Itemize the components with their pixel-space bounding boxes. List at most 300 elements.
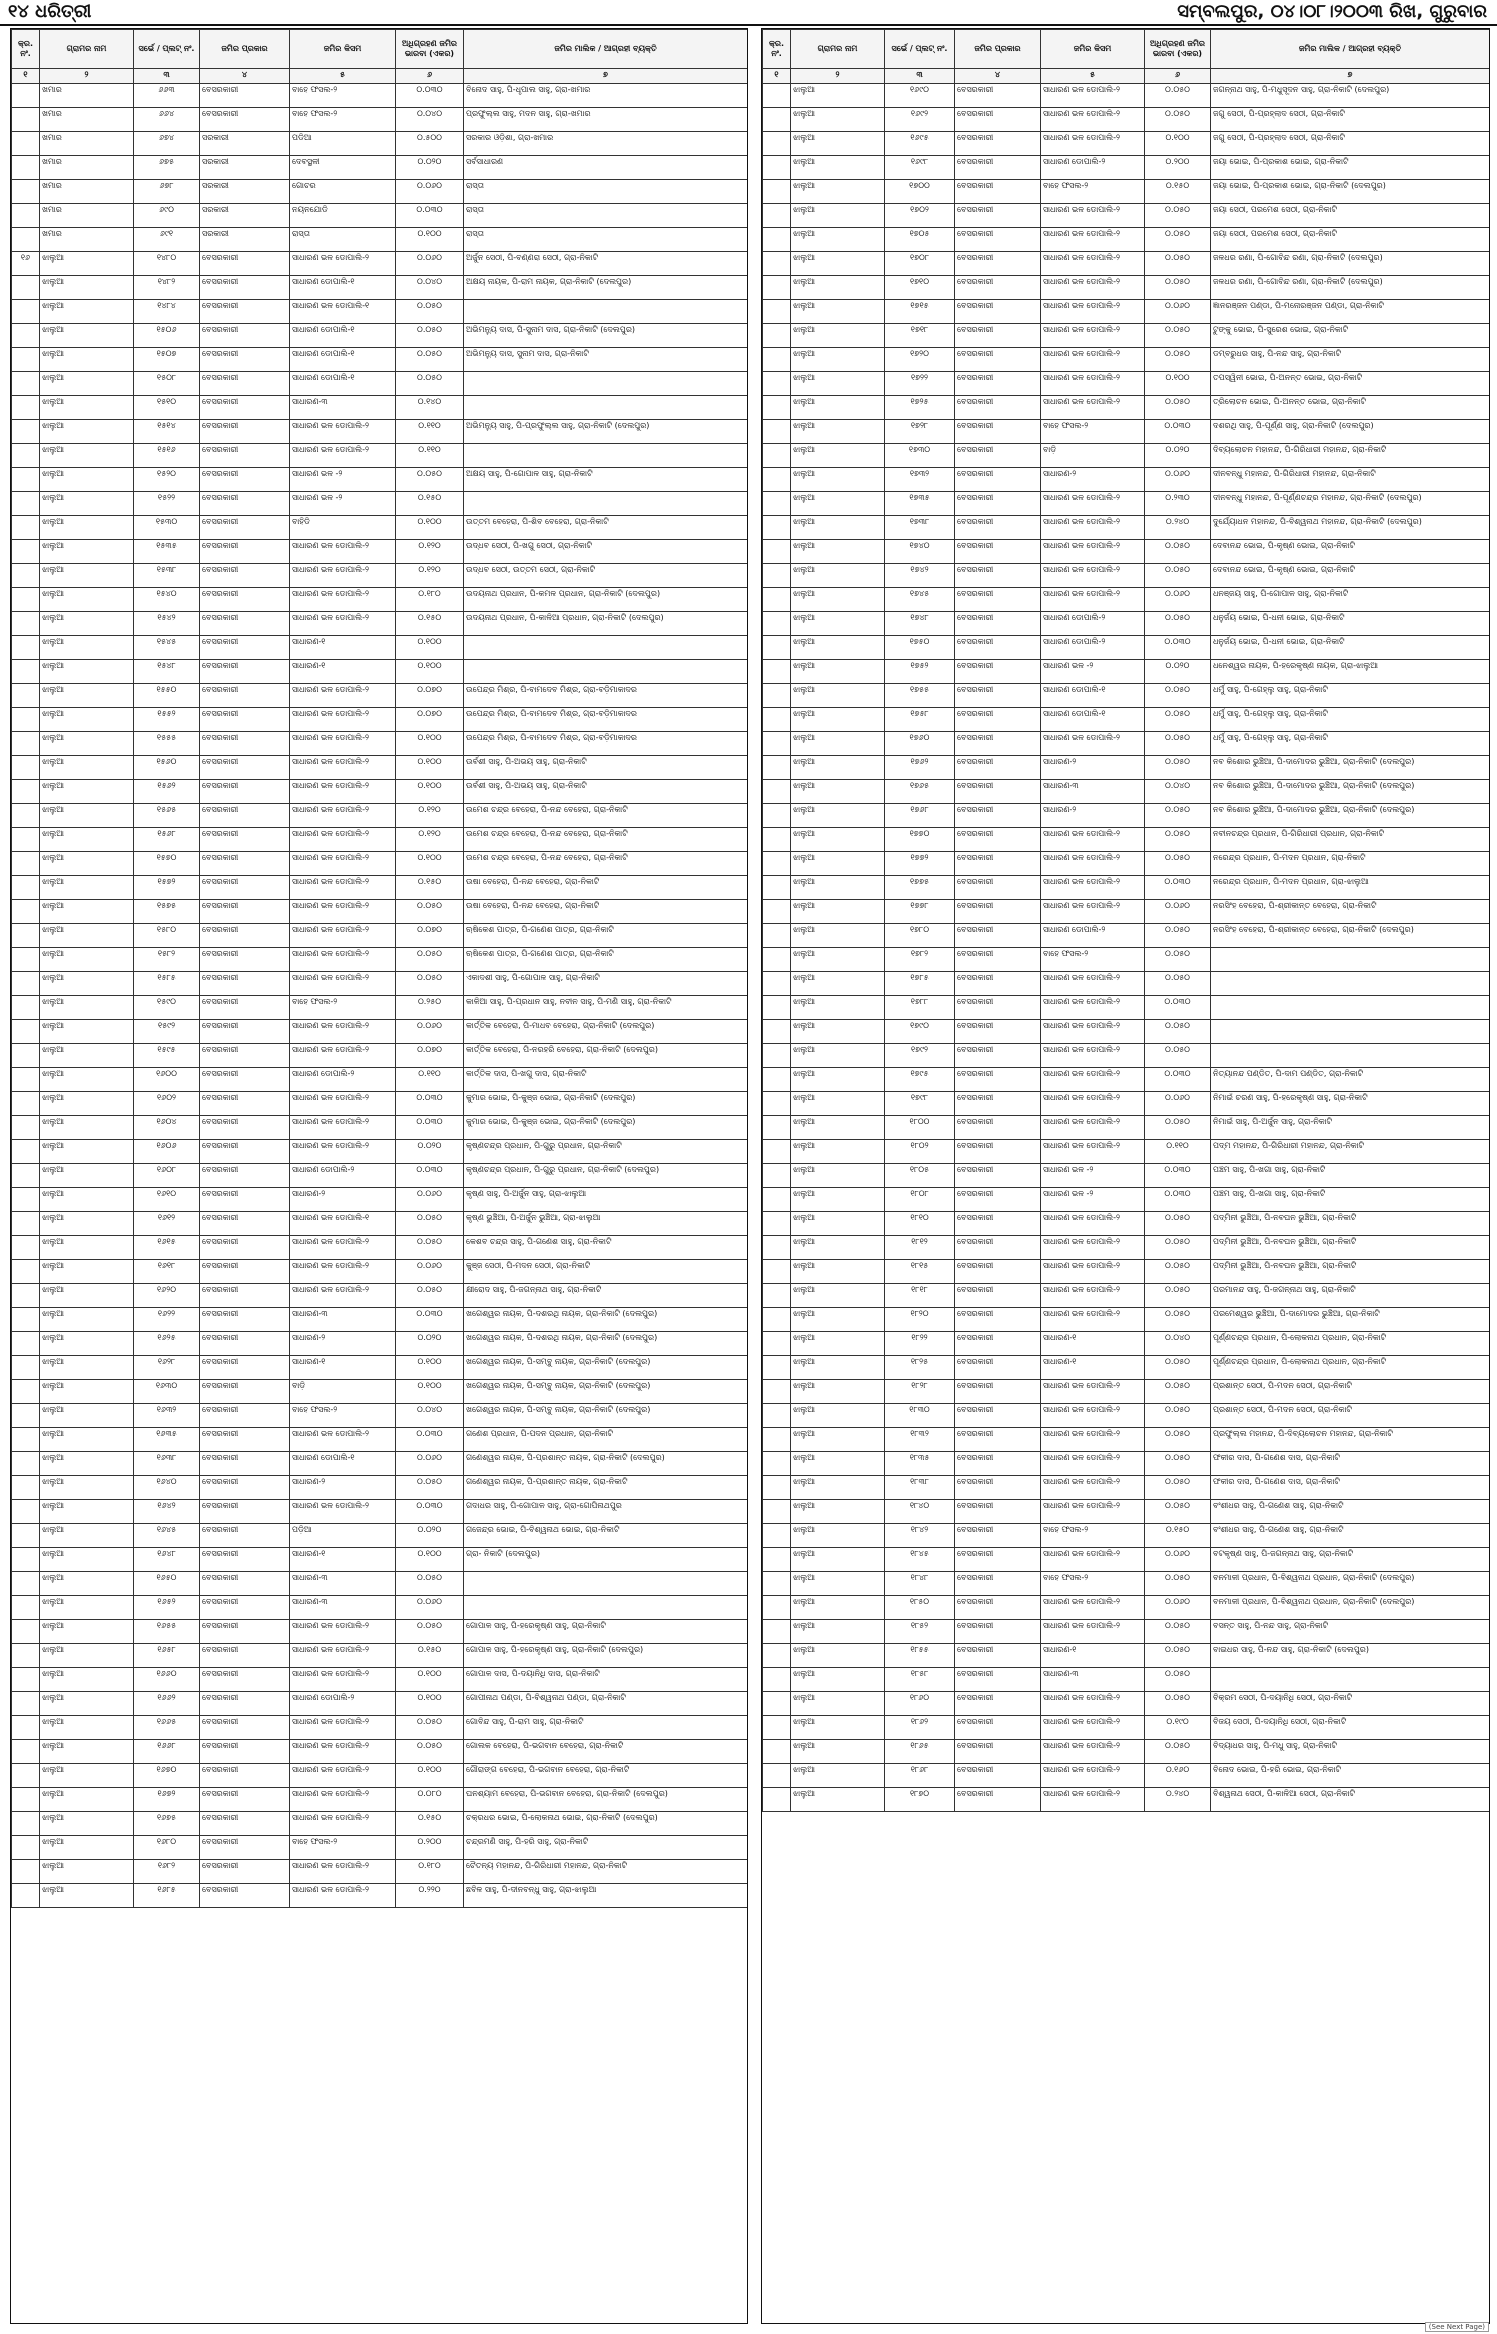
land-type-cell: ସରକାରୀ [200, 132, 290, 156]
column-number: ୧ [763, 69, 791, 84]
serial-cell [763, 492, 791, 516]
land-class-cell: ସାଧାରଣ ଭଳ ଡୋପାଲି-୨ [1041, 1068, 1145, 1092]
owner-cell: ନରେନ୍ଦ୍ର ପ୍ରଧାନ, ପି-ମଦନ ପ୍ରଧାନ, ଗ୍ରା-ନିକାଟି [1211, 852, 1490, 876]
owner-cell [1211, 948, 1490, 972]
land-type-cell: ବେସରକାରୀ [955, 1764, 1041, 1788]
land-type-cell: ବେସରକାରୀ [955, 1164, 1041, 1188]
column-header: ଜମିର ପ୍ରକାର [200, 30, 290, 69]
land-type-cell: ବେସରକାରୀ [955, 1740, 1041, 1764]
land-type-cell: ବେସରକାରୀ [955, 276, 1041, 300]
serial-cell [12, 1476, 40, 1500]
serial-cell [12, 1620, 40, 1644]
land-type-cell: ବେସରକାରୀ [200, 300, 290, 324]
owner-cell: ଗୋପାଳ ସାହୁ, ପି-ହରେକୃଷ୍ଣ ସାହୁ, ଗ୍ରା-ନିକାଟି [464, 1620, 748, 1644]
village-cell: ଝାଲୁଆ [791, 1740, 885, 1764]
land-type-cell: ବେସରକାରୀ [200, 1164, 290, 1188]
village-cell: ଝାଲୁଆ [791, 1404, 885, 1428]
owner-cell [1211, 996, 1490, 1020]
plot-number-cell: ୧୭୮୫ [885, 972, 955, 996]
serial-cell [763, 1020, 791, 1044]
village-cell: ଝାଲୁଆ [791, 1716, 885, 1740]
area-acre-cell: ୦.୦୫୦ [1145, 972, 1211, 996]
village-cell: ଖମାର [40, 108, 134, 132]
village-cell: ଝାଲୁଆ [40, 1572, 134, 1596]
area-acre-cell: ୦.୧୫୦ [396, 876, 464, 900]
area-acre-cell: ୦.୧୧୦ [396, 444, 464, 468]
owner-cell: ଗ୍ରା- ନିକାଟି (ଦେଲପୁର) [464, 1548, 748, 1572]
land-class-cell: ସାଧାରଣ ଭଳ ଡୋପାଲି-୨ [1041, 732, 1145, 756]
table-row [763, 1644, 1490, 1668]
land-class-cell: ସାଧାରଣ-୩ [290, 396, 396, 420]
land-type-cell: ବେସରକାରୀ [200, 1740, 290, 1764]
owner-cell: ଡମ୍ବରୁଧର ସାହୁ, ପି-ନନ୍ଦ ସାହୁ, ଗ୍ରା-ନିକାଟି [1211, 348, 1490, 372]
serial-cell [763, 900, 791, 924]
village-cell: ଝାଲୁଆ [40, 780, 134, 804]
plot-number-cell: ୧୬୬୨ [134, 1692, 200, 1716]
plot-number-cell: ୧୮୨୨ [885, 1332, 955, 1356]
table-row [763, 1092, 1490, 1116]
village-cell: ଝାଲୁଆ [791, 1620, 885, 1644]
area-acre-cell: ୦.୧୫୦ [396, 492, 464, 516]
village-cell: ଝାଲୁଆ [40, 708, 134, 732]
table-row [12, 1404, 748, 1428]
area-acre-cell: ୦.୦୫୦ [396, 1620, 464, 1644]
serial-cell [12, 324, 40, 348]
area-acre-cell: ୦.୦୫୦ [1145, 396, 1211, 420]
plot-number-cell: ୧୫୪୫ [134, 636, 200, 660]
owner-cell: ଗୌରାଙ୍ଗ ବେହେରା, ପି-ଭଗବାନ ବେହେରା, ଗ୍ରା-ନିକାଟି [464, 1764, 748, 1788]
table-row [763, 1620, 1490, 1644]
area-acre-cell: ୦.୦୩୦ [396, 1116, 464, 1140]
land-class-cell: ସାଧାରଣ ଭଳ -୨ [290, 492, 396, 516]
serial-cell [12, 1188, 40, 1212]
area-acre-cell: ୦.୦୬୦ [1145, 300, 1211, 324]
land-class-cell: ସାଧାରଣ ଭଳ ଡୋପାଲି-୨ [290, 684, 396, 708]
area-acre-cell: ୦.୧୦୦ [1145, 372, 1211, 396]
land-class-cell: ସାଧାରଣ ଭଳ ଡୋପାଲି-୨ [290, 1020, 396, 1044]
village-cell: ଝାଲୁଆ [40, 684, 134, 708]
area-acre-cell: ୦.୧୦୦ [396, 1668, 464, 1692]
area-acre-cell: ୦.୧୨୦ [396, 540, 464, 564]
owner-cell: ରାସ୍ତା [464, 204, 748, 228]
serial-cell [763, 564, 791, 588]
table-row [12, 1692, 748, 1716]
land-type-cell: ବେସରକାରୀ [955, 1260, 1041, 1284]
land-type-cell: ବେସରକାରୀ [955, 828, 1041, 852]
land-class-cell: ସାଧାରଣ ଡୋପାଲି-୨ [1041, 924, 1145, 948]
village-cell: ଖମାର [40, 204, 134, 228]
table-row [12, 1164, 748, 1188]
table-row [763, 1428, 1490, 1452]
table-row [763, 1716, 1490, 1740]
land-class-cell: ସାଧାରଣ ଡୋପାଲି-୨ [1041, 612, 1145, 636]
area-acre-cell: ୦.୦୫୦ [1145, 1452, 1211, 1476]
plot-number-cell: ୧୬୬୫ [134, 1716, 200, 1740]
plot-number-cell: ୧୮୦୨ [885, 1140, 955, 1164]
table-row [12, 732, 748, 756]
table-row [763, 492, 1490, 516]
owner-cell: ପୂର୍ଣ୍ଣଚନ୍ଦ୍ର ପ୍ରଧାନ, ପି-ଲୋକନାଥ ପ୍ରଧାନ, ଗ୍ରା-ନିକାଟି [1211, 1356, 1490, 1380]
area-acre-cell: ୦.୦୨୦ [1145, 660, 1211, 684]
table-row [763, 1140, 1490, 1164]
table-row [12, 1092, 748, 1116]
area-acre-cell: ୦.୦୬୦ [396, 1596, 464, 1620]
owner-cell: ଦୁର୍ଯ୍ୟୋଧନ ମହାନନ୍ଦ, ପି-ବିଶ୍ୱନାଥ ମହାନନ୍ଦ, ଗ୍ରା-ନିକାଟି (ଦେଲପୁର) [1211, 516, 1490, 540]
village-cell: ଝାଲୁଆ [791, 108, 885, 132]
land-type-cell: ବେସରକାରୀ [955, 156, 1041, 180]
table-row [12, 780, 748, 804]
area-acre-cell: ୦.୦୫୦ [1145, 828, 1211, 852]
land-class-cell: ସାଧାରଣ-୩ [1041, 780, 1145, 804]
village-cell: ଝାଲୁଆ [791, 1140, 885, 1164]
serial-cell [12, 468, 40, 492]
owner-cell: କୁମାର ଭୋଇ, ପି-କୁଞ୍ଜ ଭୋଇ, ଗ୍ରା-ନିକାଟି (ଦେଲପୁର) [464, 1092, 748, 1116]
area-acre-cell: ୦.୦୫୦ [1145, 108, 1211, 132]
land-type-cell: ବେସରକାରୀ [200, 468, 290, 492]
village-cell: ଝାଲୁଆ [791, 828, 885, 852]
area-acre-cell: ୦.୧୦୦ [1145, 132, 1211, 156]
land-class-cell: ସାଧାରଣ ଭଳ ଡୋପାଲି-୨ [1041, 492, 1145, 516]
land-type-cell: ବେସରକାରୀ [955, 1308, 1041, 1332]
land-class-cell: ସାଧାରଣ ଡୋପାଲି-୧ [290, 324, 396, 348]
table-row [12, 1332, 748, 1356]
table-row [12, 588, 748, 612]
village-cell: ଝାଲୁଆ [791, 1572, 885, 1596]
table-row [12, 1548, 748, 1572]
area-acre-cell: ୦.୧୮୦ [396, 588, 464, 612]
owner-cell: ଘନଶ୍ୟାମ ବେହେରା, ପି-ଭଗବାନ ବେହେରା, ଗ୍ରା-ନିକାଟି (ଦେଲପୁର) [464, 1788, 748, 1812]
owner-cell: ନରସିଂହ ବେହେରା, ପି-ଶ୍ରୀକାନ୍ତ ବେହେରା, ଗ୍ରା-ନିକାଟି (ଦେଲପୁର) [1211, 924, 1490, 948]
table-row [763, 1164, 1490, 1188]
land-type-cell: ବେସରକାରୀ [955, 972, 1041, 996]
table-row [763, 1308, 1490, 1332]
land-class-cell: ବାହେ ଫସଲ-୨ [1041, 948, 1145, 972]
land-type-cell: ବେସରକାରୀ [955, 588, 1041, 612]
land-type-cell: ବେସରକାରୀ [955, 1524, 1041, 1548]
serial-cell [12, 972, 40, 996]
owner-cell: ଉମେଶ ଚନ୍ଦ୍ର ବେହେରା, ପି-ନନ୍ଦ ବେହେରା, ଗ୍ରା-ନିକାଟି [464, 828, 748, 852]
plot-number-cell: ୧୭୩୫ [885, 492, 955, 516]
table-row [763, 972, 1490, 996]
land-type-cell: ବେସରକାରୀ [955, 1500, 1041, 1524]
serial-cell [12, 1644, 40, 1668]
village-cell: ଝାଲୁଆ [40, 1236, 134, 1260]
land-class-cell: ସାଧାରଣ ଭଳ ଡୋପାଲି-୨ [290, 1140, 396, 1164]
owner-cell [464, 444, 748, 468]
area-acre-cell: ୦.୦୫୦ [396, 900, 464, 924]
land-class-cell: ସାଧାରଣ ଭଳ ଡୋପାଲି-୨ [1041, 1308, 1145, 1332]
column-number-row [763, 69, 1490, 84]
land-type-cell: ବେସରକାରୀ [955, 324, 1041, 348]
land-class-cell: ବାହିଡି [290, 516, 396, 540]
area-acre-cell: ୦.୧୫୦ [1145, 180, 1211, 204]
land-type-cell: ବେସରକାରୀ [200, 1884, 290, 1908]
owner-cell: ଏକାଦଶୀ ସାହୁ, ପି-ଗୋପାଳ ସାହୁ, ଗ୍ରା-ନିକାଟି [464, 972, 748, 996]
land-class-cell: ସାଧାରଣ ଭଳ ଡୋପାଲି-୨ [290, 1764, 396, 1788]
village-cell: ଝାଲୁଆ [791, 852, 885, 876]
land-type-cell: ବେସରକାରୀ [955, 804, 1041, 828]
serial-cell [763, 1212, 791, 1236]
owner-cell: ନବ କିଶୋର ଭୁଞ୍ଚିଆ, ପି-ଦାମୋଦର ଭୁଞ୍ଚିଆ, ଗ୍ରା-ନିକାଟି (ଦେଲପୁର) [1211, 780, 1490, 804]
area-acre-cell: ୦.୧୧୦ [1145, 1140, 1211, 1164]
land-class-cell: ଦେବସ୍ଥଳୀ [290, 156, 396, 180]
area-acre-cell: ୦.୧୦୦ [396, 756, 464, 780]
serial-cell [763, 540, 791, 564]
land-type-cell: ବେସରକାରୀ [200, 1500, 290, 1524]
plot-number-cell: ୧୫୩୦ [134, 516, 200, 540]
village-cell: ଖମାର [40, 132, 134, 156]
land-type-cell: ବେସରକାରୀ [200, 1476, 290, 1500]
land-class-cell: ସାଧାରଣ ଭଳ ଡୋପାଲି-୨ [1041, 1740, 1145, 1764]
column-number: ୨ [40, 69, 134, 84]
owner-cell: ଚୈତନ୍ୟ ମହାନନ୍ଦ, ପି-ଗିରିଧାରୀ ମହାନନ୍ଦ, ଗ୍ରା-ନିକାଟି [464, 1860, 748, 1884]
plot-number-cell: ୧୫୬୮ [134, 828, 200, 852]
land-class-cell: ସାଧାରଣ ଭଳ ଡୋପାଲି-୨ [290, 804, 396, 828]
table-row [763, 1260, 1490, 1284]
owner-cell: ଜୟା ଭୋଇ, ପି-ପ୍ରକାଶ ଭୋଇ, ଗ୍ରା-ନିକାଟି (ଦେଲପୁର) [1211, 180, 1490, 204]
area-acre-cell: ୦.୦୪୦ [396, 1404, 464, 1428]
land-class-cell: ସାଧାରଣ ଭଳ ଡୋପାଲି-୨ [290, 1092, 396, 1116]
column-number: ୬ [1145, 69, 1211, 84]
table-row [763, 1788, 1490, 1812]
plot-number-cell: ୧୮୪୨ [885, 1524, 955, 1548]
plot-number-cell: ୬୬୩ [134, 84, 200, 108]
table-row [763, 132, 1490, 156]
plot-number-cell: ୧୫୪୦ [134, 588, 200, 612]
village-cell: ଝାଲୁଆ [791, 996, 885, 1020]
owner-cell: ପରମାନନ୍ଦ ସାହୁ, ପି-ଜଗନ୍ନାଥ ସାହୁ, ଗ୍ରା-ନିକାଟି [1211, 1284, 1490, 1308]
table-row [12, 804, 748, 828]
village-cell: ଝାଲୁଆ [791, 708, 885, 732]
land-type-cell: ବେସରକାରୀ [200, 276, 290, 300]
table-row [12, 324, 748, 348]
serial-cell [12, 1308, 40, 1332]
area-acre-cell: ୦.୦୫୦ [1145, 1644, 1211, 1668]
serial-cell [763, 1404, 791, 1428]
land-type-cell: ବେସରକାରୀ [955, 1644, 1041, 1668]
serial-cell [763, 1764, 791, 1788]
see-next-page-note: (See Next Page) [1425, 2322, 1489, 2332]
plot-number-cell: ୧୭୦୦ [885, 180, 955, 204]
owner-cell [464, 396, 748, 420]
village-cell: ଝାଲୁଆ [791, 444, 885, 468]
village-cell: ଝାଲୁଆ [40, 1716, 134, 1740]
column-number: ୨ [791, 69, 885, 84]
village-cell: ଝାଲୁଆ [40, 756, 134, 780]
village-cell: ଝାଲୁଆ [791, 924, 885, 948]
land-type-cell: ବେସରକାରୀ [955, 1716, 1041, 1740]
plot-number-cell: ୧୭୮୮ [885, 996, 955, 1020]
village-cell: ଝାଲୁଆ [40, 1620, 134, 1644]
land-class-cell: ସାଧାରଣ-୧ [290, 660, 396, 684]
plot-number-cell: ୧୫୦୬ [134, 324, 200, 348]
land-class-cell: ପଡିଆ [290, 132, 396, 156]
table-row [763, 180, 1490, 204]
village-cell: ଝାଲୁଆ [40, 1476, 134, 1500]
serial-cell [12, 372, 40, 396]
plot-number-cell: ୧୮୬୦ [885, 1692, 955, 1716]
serial-cell [12, 180, 40, 204]
land-class-cell: ସାଧାରଣ ଭଳ ଡୋପାଲି-୨ [1041, 324, 1145, 348]
owner-cell: ପଦ୍ମିନୀ ଭୁଞ୍ଚିଆ, ପି-ନବଘନ ଭୁଞ୍ଚିଆ, ଗ୍ରା-ନିକାଟି [1211, 1260, 1490, 1284]
land-type-cell: ବେସରକାରୀ [200, 660, 290, 684]
plot-number-cell: ୧୭୧୦ [885, 276, 955, 300]
table-row [12, 1884, 748, 1908]
village-cell: ଝାଲୁଆ [791, 1356, 885, 1380]
owner-cell: ଚନ୍ଦ୍ରମଣି ସାହୁ, ପି-ହରି ସାହୁ, ଗ୍ରା-ନିକାଟି [464, 1836, 748, 1860]
plot-number-cell: ୧୫୮୨ [134, 948, 200, 972]
land-type-cell: ବେସରକାରୀ [955, 780, 1041, 804]
owner-cell: ଜଳଧର ରଣା, ପି-ଗୋବିନ୍ଦ ରଣା, ଗ୍ରା-ନିକାଟି (ଦେଲପୁର) [1211, 252, 1490, 276]
land-type-cell: ବେସରକାରୀ [200, 1404, 290, 1428]
land-class-cell: ସାଧାରଣ ଭଳ ଡୋପାଲି-୨ [290, 708, 396, 732]
plot-number-cell: ୧୬୭୫ [134, 1812, 200, 1836]
serial-cell [12, 1692, 40, 1716]
area-acre-cell: ୦.୦୫୦ [1145, 1668, 1211, 1692]
land-class-cell: ସାଧାରଣ ଭଳ ଡୋପାଲି-୨ [1041, 1260, 1145, 1284]
column-number: ୩ [885, 69, 955, 84]
area-acre-cell: ୦.୧୫୦ [396, 1812, 464, 1836]
land-type-cell: ବେସରକାରୀ [200, 540, 290, 564]
village-cell: ଝାଲୁଆ [791, 636, 885, 660]
column-number: ୫ [290, 69, 396, 84]
area-acre-cell: ୦.୦୫୦ [1145, 1260, 1211, 1284]
serial-cell [12, 1836, 40, 1860]
area-acre-cell: ୦.୦୫୦ [1145, 756, 1211, 780]
village-cell: ଝାଲୁଆ [40, 1596, 134, 1620]
serial-cell [12, 780, 40, 804]
land-class-cell: ବାହେ ଫସଲ-୨ [1041, 180, 1145, 204]
land-class-cell: ସାଧାରଣ ଭଳ ଡୋପାଲି-୨ [1041, 996, 1145, 1020]
area-acre-cell: ୦.୧୧୦ [396, 1068, 464, 1092]
land-type-cell: ବେସରକାରୀ [200, 1332, 290, 1356]
plot-number-cell: ୧୮୨୦ [885, 1308, 955, 1332]
table-row [12, 852, 748, 876]
land-type-cell: ବେସରକାରୀ [955, 540, 1041, 564]
serial-cell [763, 1284, 791, 1308]
serial-cell [763, 948, 791, 972]
plot-number-cell: ୧୫୨୨ [134, 492, 200, 516]
area-acre-cell: ୦.୦୪୦ [1145, 1332, 1211, 1356]
land-class-cell: ସାଧାରଣ ଭଳ ଡୋପାଲି-୨ [1041, 540, 1145, 564]
table-row [12, 1284, 748, 1308]
village-cell: ଝାଲୁଆ [791, 732, 885, 756]
land-type-cell: ବେସରକାରୀ [200, 1068, 290, 1092]
table-row [763, 276, 1490, 300]
village-cell: ଝାଲୁଆ [40, 1452, 134, 1476]
land-type-cell: ବେସରକାରୀ [955, 1476, 1041, 1500]
serial-cell [12, 876, 40, 900]
owner-cell: ଋଷିକେଶ ପାତ୍ର, ପି-ଗଣେଶ ପାତ୍ର, ଗ୍ରା-ନିକାଟି [464, 948, 748, 972]
area-acre-cell: ୦.୦୫୦ [1145, 852, 1211, 876]
village-cell: ଝାଲୁଆ [40, 564, 134, 588]
land-class-cell: ସାଧାରଣ ଡୋପାଲି-୨ [1041, 636, 1145, 660]
village-cell: ଝାଲୁଆ [40, 348, 134, 372]
owner-cell: ଗଜେନ୍ଦ୍ର ଭୋଇ, ପି-ବିଶ୍ୱନାଥ ଭୋଇ, ଗ୍ରା-ନିକାଟି [464, 1524, 748, 1548]
serial-cell [12, 1092, 40, 1116]
serial-cell [12, 996, 40, 1020]
owner-cell: ଦୀନବନ୍ଧୁ ମହାନନ୍ଦ, ପି-ପୂର୍ଣ୍ଣଚନ୍ଦ୍ର ମହାନନ୍ଦ, ଗ୍ରା-ନିକାଟି (ଦେଲପୁର) [1211, 492, 1490, 516]
area-acre-cell: ୦.୦୩୦ [1145, 1068, 1211, 1092]
area-acre-cell: ୦.୦୨୦ [396, 1140, 464, 1164]
land-class-cell: ସାଧାରଣ ଭଳ ଡୋପାଲି-୨ [1041, 372, 1145, 396]
land-type-cell: ବେସରକାରୀ [955, 300, 1041, 324]
village-cell: ଝାଲୁଆ [40, 876, 134, 900]
column-header: ଜମିର ମାଲିକ / ଆଗ୍ରହୀ ବ୍ୟକ୍ତି [464, 30, 748, 69]
plot-number-cell: ୧୫୪୨ [134, 612, 200, 636]
land-class-cell: ବାହେ ଫସଲ-୨ [1041, 1572, 1145, 1596]
plot-number-cell: ୧୭୦୨ [885, 204, 955, 228]
plot-number-cell: ୧୮୩୫ [885, 1452, 955, 1476]
land-table-right [762, 29, 1490, 1812]
owner-cell: ନିତ୍ୟାନନ୍ଦ ପଣ୍ଡିତ, ପି-ଦାମ ପଣ୍ଡିତ, ଗ୍ରା-ନିକାଟି [1211, 1068, 1490, 1092]
land-type-cell: ବେସରକାରୀ [200, 1836, 290, 1860]
plot-number-cell: ୧୫୩୮ [134, 564, 200, 588]
land-class-cell: ସାଧାରଣ-୩ [290, 1596, 396, 1620]
plot-number-cell: ୧୭୪୨ [885, 564, 955, 588]
village-cell: ଝାଲୁଆ [40, 732, 134, 756]
land-type-cell: ବେସରକାରୀ [955, 1236, 1041, 1260]
plot-number-cell: ୧୬୨୮ [134, 1356, 200, 1380]
plot-number-cell: ୧୭୨୫ [885, 396, 955, 420]
plot-number-cell: ୧୮୬୫ [885, 1740, 955, 1764]
plot-number-cell: ୧୫୧୦ [134, 396, 200, 420]
plot-number-cell: ୧୬୫୦ [134, 1572, 200, 1596]
serial-cell [12, 1596, 40, 1620]
area-acre-cell: ୦.୧୦୦ [396, 1548, 464, 1572]
village-cell: ଝାଲୁଆ [40, 1500, 134, 1524]
land-class-cell: ସାଧାରଣ ଡୋପାଲି-୧ [1041, 708, 1145, 732]
area-acre-cell: ୦.୦୩୦ [1145, 1188, 1211, 1212]
land-class-cell: ସାଧାରଣ ଡୋପାଲି-୧ [290, 372, 396, 396]
village-cell: ଝାଲୁଆ [791, 876, 885, 900]
owner-cell: ନବ କିଶୋର ଭୁଞ୍ଚିଆ, ପି-ଦାମୋଦର ଭୁଞ୍ଚିଆ, ଗ୍ରା-ନିକାଟି (ଦେଲପୁର) [1211, 756, 1490, 780]
owner-cell: ବଂଶୀଧର ସାହୁ, ପି-ଗଣେଶ ସାହୁ, ଗ୍ରା-ନିକାଟି [1211, 1524, 1490, 1548]
area-acre-cell: ୦.୦୩୦ [396, 204, 464, 228]
land-type-cell: ବେସରକାରୀ [955, 1788, 1041, 1812]
land-type-cell: ବେସରକାରୀ [955, 420, 1041, 444]
land-type-cell: ବେସରକାରୀ [955, 1356, 1041, 1380]
serial-cell [12, 1380, 40, 1404]
area-acre-cell: ୦.୫୦୦ [396, 132, 464, 156]
plot-number-cell: ୧୮୫୫ [885, 1644, 955, 1668]
owner-cell: ଉଦ୍ଧବ ସେଠୀ, ପି-ଖଗୁ ସେଠୀ, ଗ୍ରା-ନିକାଟି [464, 540, 748, 564]
owner-cell: ଉଦ୍ଧବ ସେଠୀ, ଉତ୍ତମ ସେଠୀ, ଗ୍ରା-ନିକାଟି [464, 564, 748, 588]
land-class-cell: ସାଧାରଣ ଭଳ ଡୋପାଲି-୨ [290, 588, 396, 612]
column-header: ଅଧିଗ୍ରହଣ ଜମିର ଭାରବା (ଏକର) [396, 30, 464, 69]
area-acre-cell: ୦.୦୫୦ [1145, 1620, 1211, 1644]
land-class-cell: ସାଧାରଣ ଭଳ ଡୋପାଲି-୨ [290, 1044, 396, 1068]
land-type-cell: ବେସରକାରୀ [200, 324, 290, 348]
land-class-cell: ସାଧାରଣ ଭଳ ଡୋପାଲି-୨ [290, 972, 396, 996]
plot-number-cell: ୧୬୮୨ [134, 1860, 200, 1884]
land-type-cell: ବେସରକାରୀ [200, 1140, 290, 1164]
area-acre-cell: ୦.୧୪୦ [396, 396, 464, 420]
plot-number-cell: ୧୬୯୨ [885, 108, 955, 132]
land-type-cell: ବେସରକାରୀ [955, 876, 1041, 900]
land-class-cell: ସାଧାରଣ ଭଳ ଡୋପାଲି-୨ [290, 1716, 396, 1740]
column-header: କ୍ର. ନଂ. [763, 30, 791, 69]
plot-number-cell: ୧୬୫୮ [134, 1644, 200, 1668]
land-type-cell: ବେସରକାରୀ [200, 1788, 290, 1812]
owner-cell: ବଟକୃଷ୍ଣ ସାହୁ, ପି-ଜଗନ୍ନାଥ ସାହୁ, ଗ୍ରା-ନିକାଟି [1211, 1548, 1490, 1572]
land-type-cell: ବେସରକାରୀ [200, 1572, 290, 1596]
land-type-cell: ସରକାରୀ [200, 180, 290, 204]
area-acre-cell: ୦.୦୫୦ [1145, 1572, 1211, 1596]
serial-cell [763, 1092, 791, 1116]
land-type-cell: ବେସରକାରୀ [200, 1692, 290, 1716]
area-acre-cell: ୦.୦୫୦ [396, 972, 464, 996]
